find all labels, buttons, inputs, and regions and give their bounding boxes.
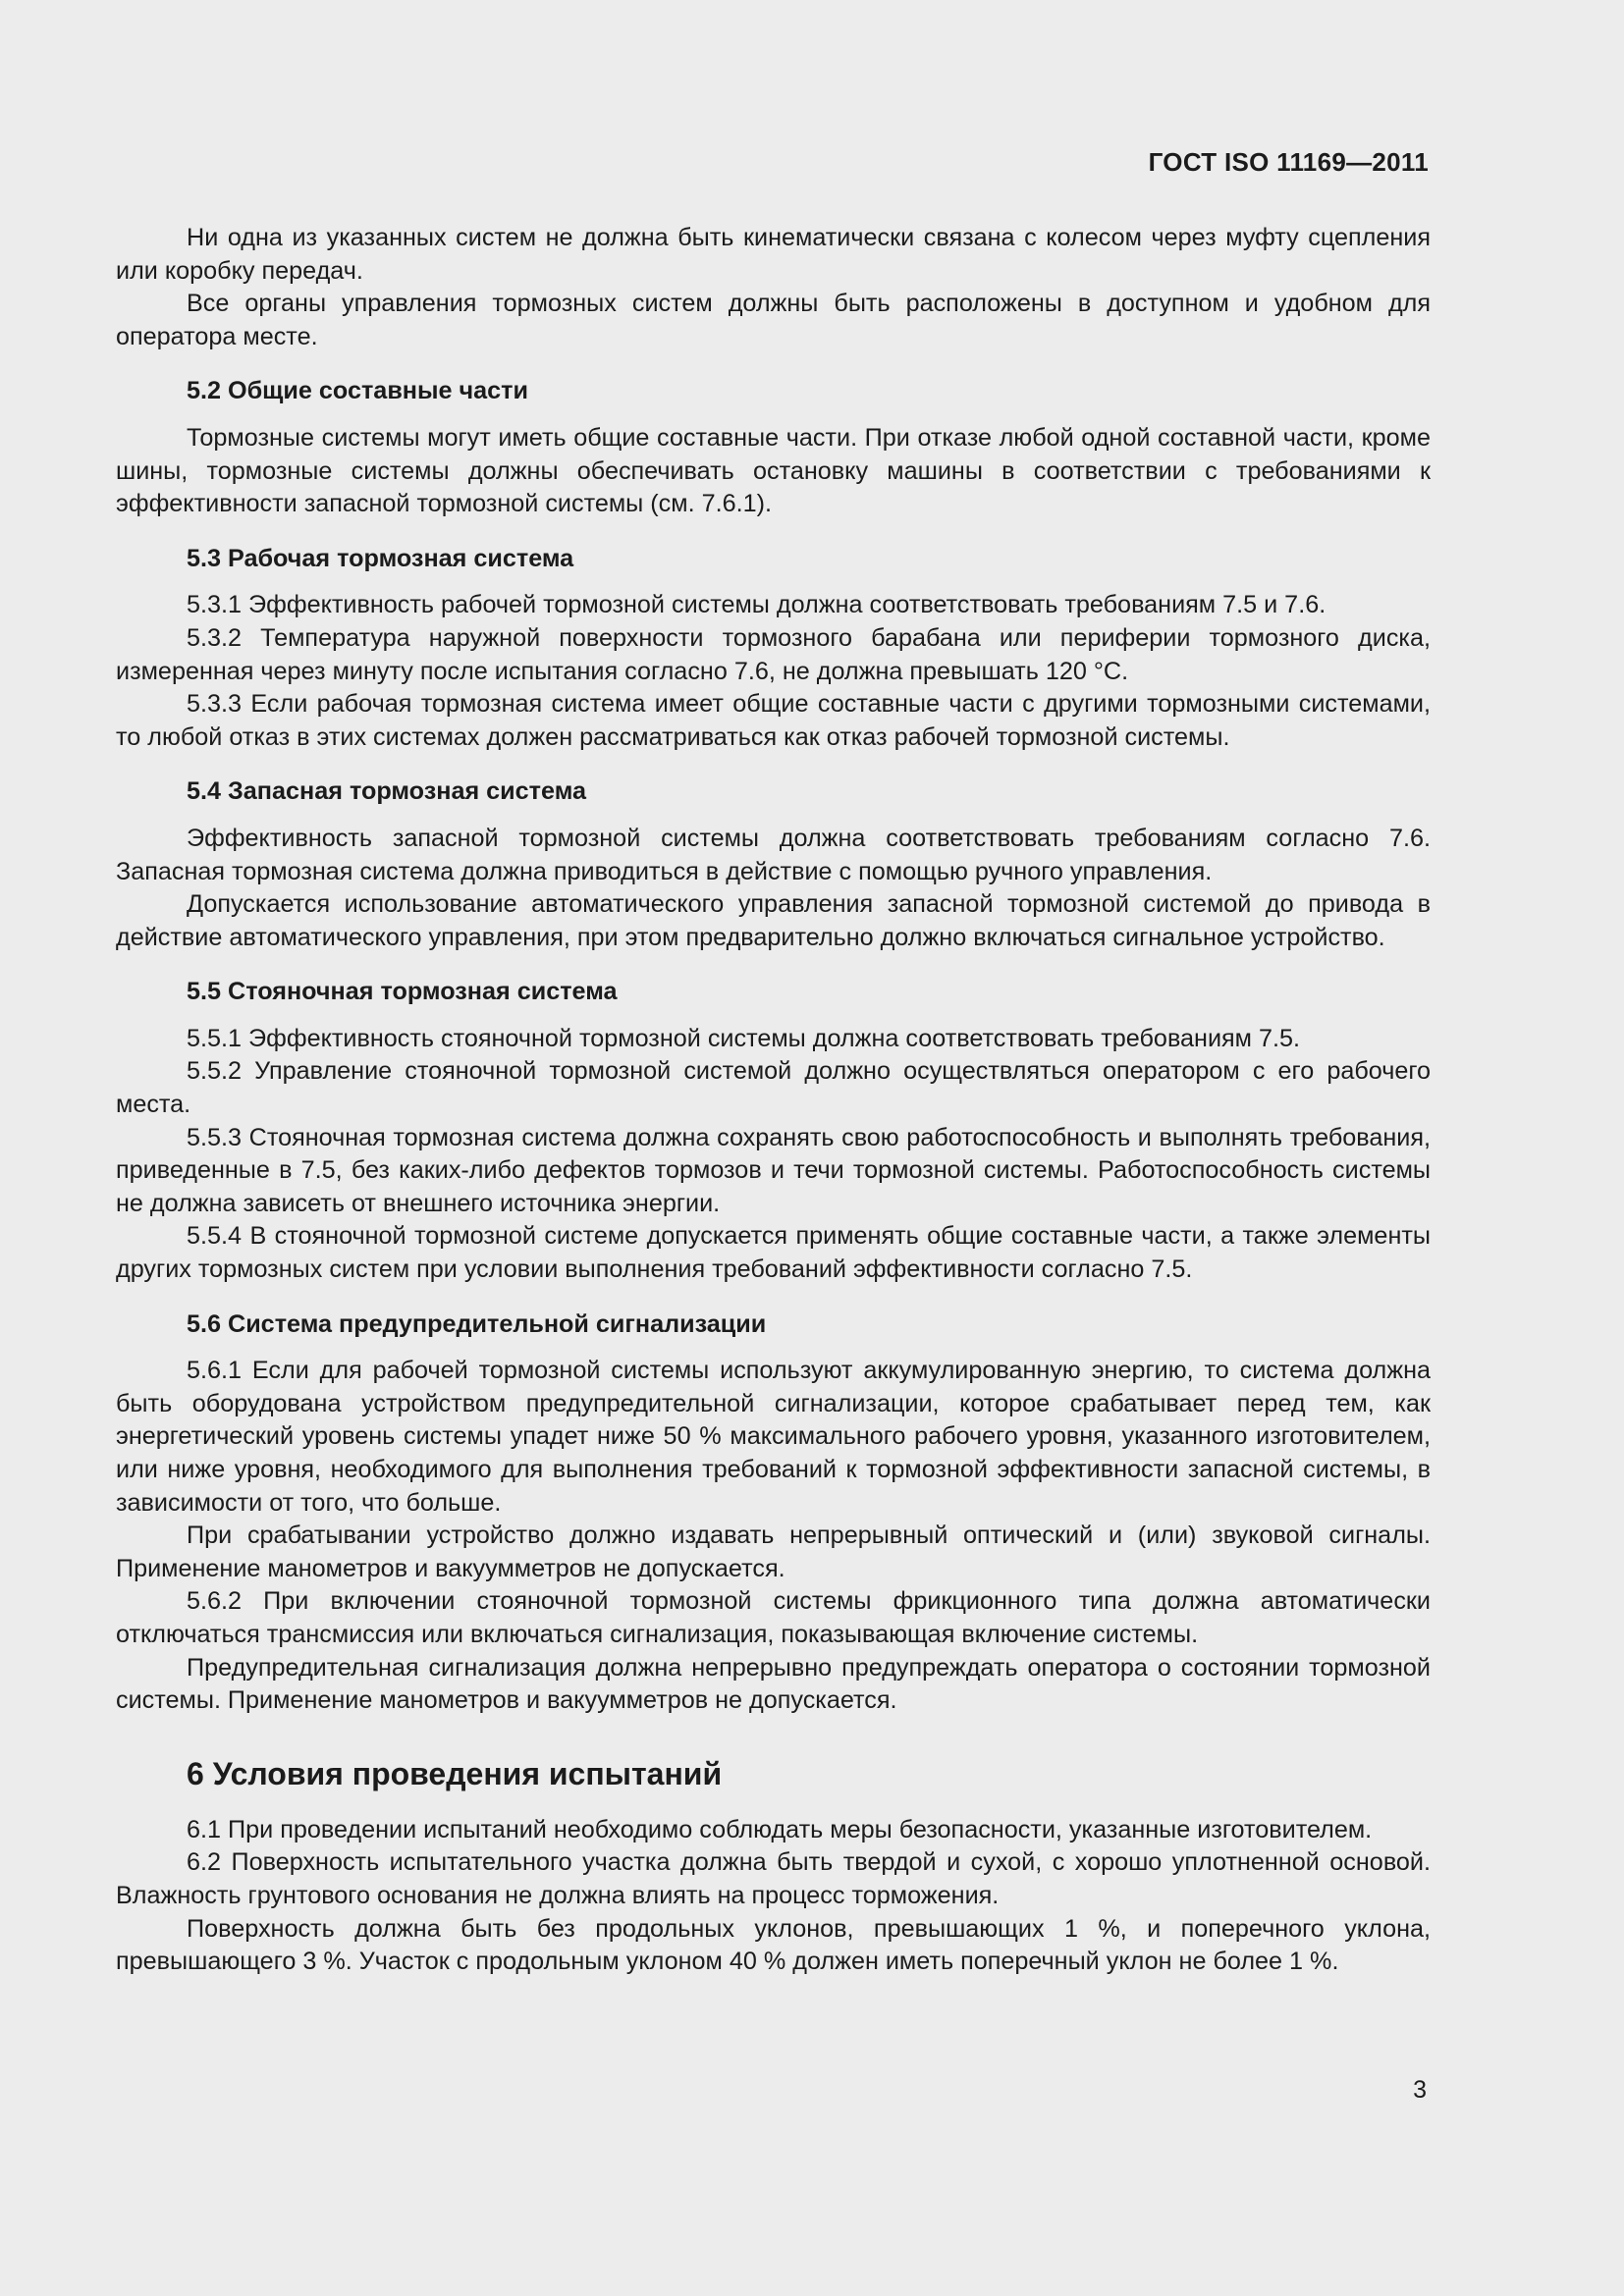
document-body [116,222,1431,1979]
paragraph: Поверхность должна быть без продольных уклонов, превышающих 1 %, и поперечного уклона, превышающего 3 %. Участок с продольным уклоном 40 % должен иметь поперечный уклон не более 1 %. [116,1914,1431,1976]
paragraph: 5.6.2 При включении стояночной тормозной системы фрикционного типа должна автоматически отключаться трансмиссия или включаться сигнализация, показывающая включение системы. [116,1587,1431,1648]
paragraph: 5.3.2 Температура наружной поверхности тормозного барабана или периферии тормозного диска, измеренная через минуту после испытания согласно 7.6, не должна превышать 120 °C. [116,623,1431,685]
paragraph: 5.6.1 Если для рабочей тормозной системы используют аккумулированную энергию, то система должна быть оборудована устройством предупредительной сигнализации, которое срабатывает перед тем, как энергетический уровень системы упадет ниже 50 % максимального рабочего уровня, указанного изготовителем, или ниже уровня, необходимого для выполнения требований к тормозной эффективности запасной системы, в зависимости от того, что больше. [116,1357,1431,1517]
paragraph: 5.5.3 Стояночная тормозная система должна сохранять свою работоспособность и выполнять требования, приведенные в 7.5, без каких-либо дефектов тормозов и течи тормозной системы. Работоспособность системы не должна зависеть от внешнего источника энергии. [116,1123,1431,1217]
paragraph: 6.1 При проведении испытаний необходимо соблюдать меры безопасности, указанные изготовителем. [187,1815,1373,1843]
paragraph: При срабатывании устройство должно издавать непрерывный оптический и (или) звуковой сигналы. Применение манометров и вакуумметров не допускается. [116,1522,1431,1582]
paragraph: Ни одна из указанных систем не должна быть кинематически связана с колесом через муфту сцепления или коробку передач. [116,224,1431,285]
paragraph: Тормозные системы могут иметь общие составные части. При отказе любой одной составной части, кроме шины, тормозные системы должны обеспечивать остановку машины в соответствии с требованиями к эффективности запасной тормозной системы (см. 7.6.1). [116,423,1431,518]
paragraph: 5.5.1 Эффективность стояночной тормозной системы должна соответствовать требованиям 7.5. [187,1024,1300,1052]
subsection-heading: 5.6 Система предупредительной сигнализации [187,1309,767,1338]
paragraph: 6.2 Поверхность испытательного участка должна быть твердой и сухой, с хорошо уплотненной основой. Влажность грунтового основания не должна влиять на процесс торможения. [116,1848,1431,1909]
paragraph: 5.3.3 Если рабочая тормозная система имеет общие составные части с другими тормозными системами, то любой отказ в этих системах должен рассматриваться как отказ рабочей тормозной системы. [116,690,1431,751]
page-number: 3 [1413,2076,1427,2104]
document-header: ГОСТ ISO 11169—2011 [1148,147,1429,177]
section-heading: 6 Условия проведения испытаний [187,1755,723,1791]
paragraph: 5.5.2 Управление стояночной тормозной системой должно осуществляться оператором с его рабочего места. [116,1057,1431,1119]
paragraph: Все органы управления тормозных систем должны быть расположены в доступном и удобном для оператора месте. [116,290,1431,350]
subsection-heading: 5.3 Рабочая тормозная система [187,544,574,572]
paragraph: 5.3.1 Эффективность рабочей тормозной системы должна соответствовать требованиям 7.5 и 7.6. [187,591,1326,619]
paragraph: Предупредительная сигнализация должна непрерывно предупреждать оператора о состоянии тормозной системы. Применение манометров и вакуумметров не допускается. [116,1653,1431,1715]
paragraph: Допускается использование автоматического управления запасной тормозной системой до привода в действие автоматического управления, при этом предварительно должно включаться сигнальное устройство. [116,890,1431,951]
subsection-heading: 5.2 Общие составные части [187,377,528,405]
subsection-heading: 5.4 Запасная тормозная система [187,777,586,806]
subsection-heading: 5.5 Стояночная тормозная система [187,978,618,1006]
paragraph: 5.5.4 В стояночной тормозной системе допускается применять общие составные части, а также элементы других тормозных систем при условии выполнения требований эффективности согласно 7.5. [116,1222,1431,1284]
paragraph: Эффективность запасной тормозной системы должна соответствовать требованиям согласно 7.6. Запасная тормозная система должна приводиться в действие с помощью ручного управления. [116,824,1431,885]
